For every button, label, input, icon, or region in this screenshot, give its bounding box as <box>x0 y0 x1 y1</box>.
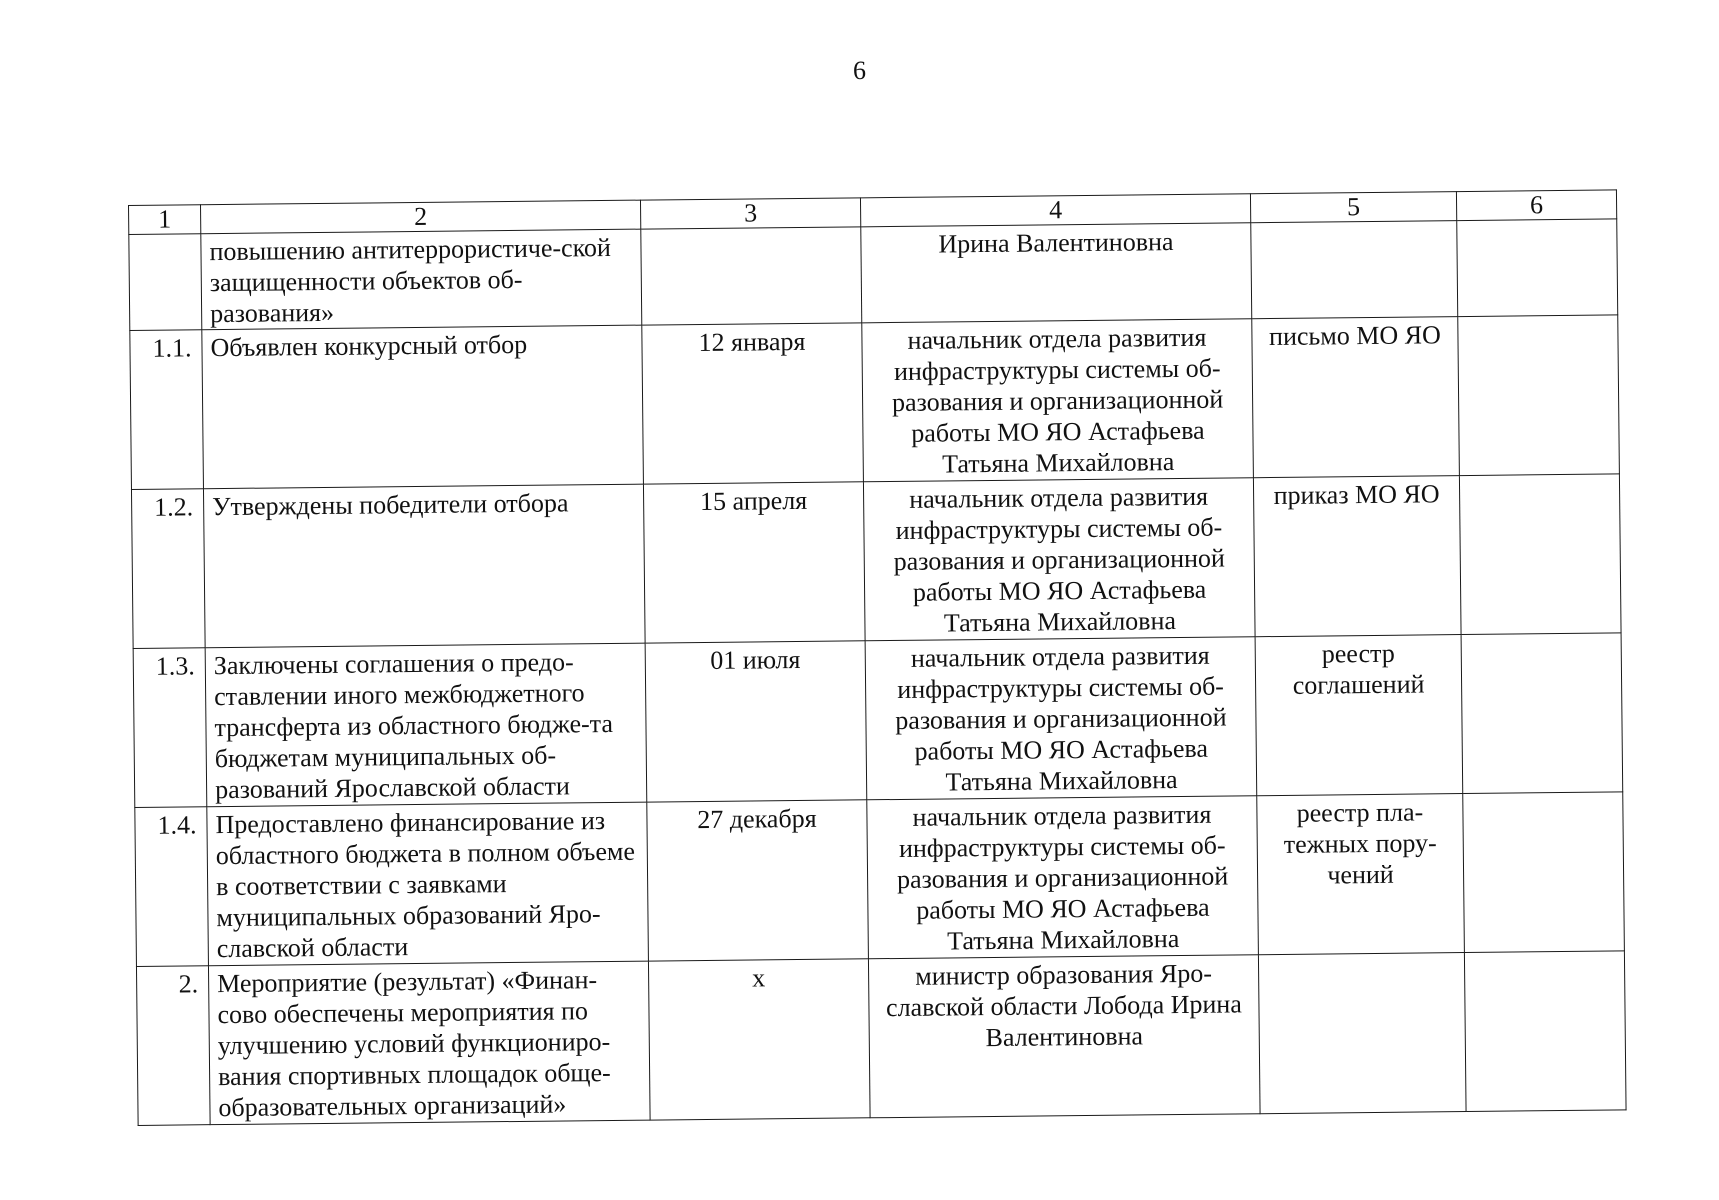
document-cell: приказ МО ЯО <box>1253 476 1461 637</box>
responsible-cell: начальник отдела развития инфраструктуры системы об-разования и организационной работы МО ЯО Астафьева Татьяна Михайловна <box>863 478 1255 641</box>
document-cell <box>1258 953 1466 1114</box>
page-number: 6 <box>853 56 866 85</box>
event-cell: Мероприятие (результат) «Финан-сово обеспечены мероприятия по улучшению условий функциониро-вания спортивных площадок обще-образовательных организаций» <box>208 961 650 1125</box>
responsible-cell: начальник отдела развития инфраструктуры системы об-разования и организационной работы МО ЯО Астафьева Татьяна Михайловна <box>865 637 1257 800</box>
table-row <box>129 219 1618 331</box>
row-number <box>129 234 202 331</box>
header-col-6: 6 <box>1456 190 1616 221</box>
row-number: 2. <box>136 966 210 1126</box>
note-cell <box>1463 792 1625 953</box>
document-cell <box>1251 221 1458 319</box>
header-col-5: 5 <box>1250 192 1456 223</box>
note-cell <box>1464 951 1626 1112</box>
responsible-cell: Ирина Валентиновна <box>861 223 1252 323</box>
document-cell: реестр пла-тежных пору-чений <box>1257 794 1465 955</box>
date-cell: 12 января <box>642 323 864 484</box>
note-cell <box>1457 219 1618 317</box>
responsible-cell: начальник отдела развития инфраструктуры системы об-разования и организационной работы МО ЯО Астафьева Татьяна Михайловна <box>862 319 1254 482</box>
header-col-3: 3 <box>640 198 860 229</box>
document-cell: реестр соглашений <box>1255 635 1463 796</box>
note-cell <box>1458 315 1620 476</box>
event-cell: повышению антитеррористиче-ской защищенности объектов об-разования» <box>201 229 642 330</box>
measures-table <box>128 189 1627 1126</box>
event-cell: Заключены соглашения о предо-ставлении иного межбюджетного трансферта из областного бюдже-та бюджетам муниципальных об-разований Ярославской области <box>205 643 647 807</box>
responsible-cell: начальник отдела развития инфраструктуры системы об-разования и организационной работы МО ЯО Астафьева Татьяна Михайловна <box>867 796 1259 959</box>
table-row <box>133 633 1623 808</box>
event-cell: Предоставлено финансирование из областного бюджета в полном объеме в соответствии с заявками муниципальных образований Яро-славской области <box>207 802 649 966</box>
responsible-cell: министр образования Яро-славской области Лобода Ирина Валентиновна <box>868 955 1260 1118</box>
table-row <box>136 951 1626 1126</box>
date-cell: х <box>648 959 870 1120</box>
row-number: 1.4. <box>135 807 209 967</box>
header-col-4: 4 <box>860 194 1250 227</box>
date-cell: 15 апреля <box>643 482 865 643</box>
date-cell: 01 июля <box>645 641 867 802</box>
note-cell <box>1461 633 1623 794</box>
date-cell: 27 декабря <box>647 800 869 961</box>
table-row <box>130 315 1620 490</box>
note-cell <box>1459 474 1621 635</box>
event-cell: Утверждены победители отбора <box>203 484 645 648</box>
date-cell <box>641 227 862 325</box>
row-number: 1.3. <box>133 648 207 808</box>
table-row <box>131 474 1621 649</box>
header-col-2: 2 <box>201 200 641 234</box>
event-cell: Объявлен конкурсный отбор <box>202 325 644 489</box>
table-row <box>135 792 1625 967</box>
header-col-1: 1 <box>129 205 201 235</box>
row-number: 1.1. <box>130 330 204 490</box>
document-cell: письмо МО ЯО <box>1252 317 1460 478</box>
row-number: 1.2. <box>131 489 205 649</box>
